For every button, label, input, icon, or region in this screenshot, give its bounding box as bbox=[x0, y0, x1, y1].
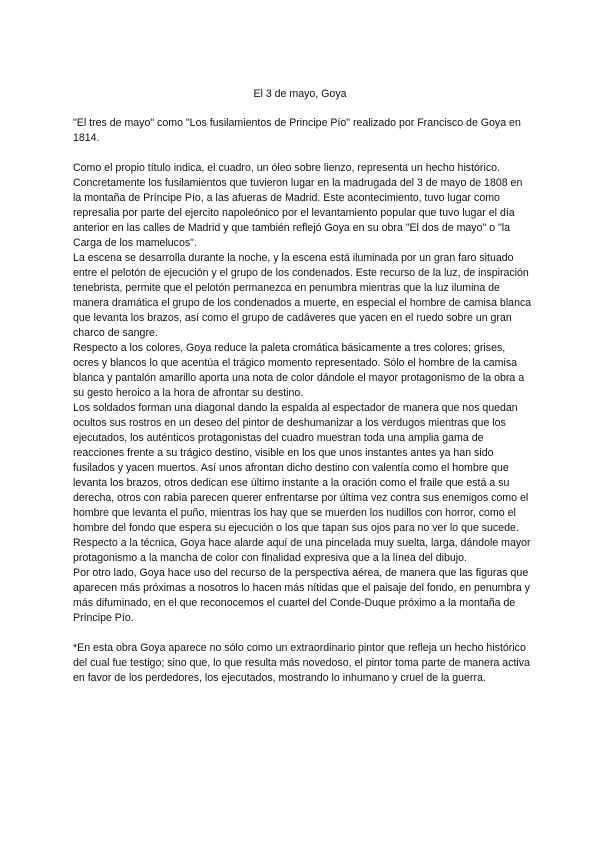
paragraph-historical-context: Como el propio título indica, el cuadro, un óleo sobre lienzo, representa un hecho histórico. Concretamente los fusilamientos que tuvieron lugar en la madrugada del 3 de mayo de 1808 en la montaña de Príncipe Pío, a las afueras de Madrid. Este acontecimiento, tuvo lugar como represalia por parte del ejercito napoleónico por el levantamiento popular que tuvo lugar el día anterior en las calles de Madrid y que también reflejó Goya en su obra "El dos de mayo" o "la Carga de los mamelucos". bbox=[73, 162, 523, 249]
page-title: El 3 de mayo, Goya bbox=[253, 88, 347, 100]
paragraph-lighting: La escena se desarrolla durante la noche, y la escena está iluminada por un gran faro situado entre el pelotón de ejecución y el grupo de los condenados. Este recurso de la luz, de inspiración tenebrista, permite que el pelotón permanezca en penumbra mientras que la luz ilumina de manera dramática el grupo de los condenados a muerte, en especial el hombre de camisa blanca que levanta los brazos, así como el grupo de cadáveres que yacen en el ruedo sobre un gran charco de sangre. bbox=[73, 252, 532, 339]
paragraph-perspective: Por otro lado, Goya hace uso del recurso de la perspectiva aérea, de manera que las figuras que aparecen más próximas a nosotros lo hacen más nítidas que el paisaje del fondo, en penumbra y más difuminado, en el que reconocemos el cuartel del Conde-Duque próximo a la montaña de Príncipe Pío. bbox=[73, 567, 530, 624]
paragraph-colors: Respecto a los colores, Goya reduce la paleta cromática básicamente a tres colores; grises, ocres y blancos lo que acentúa el trágico momento representado. Sólo el hombre de la camisa blanca y pantalón amarillo aporta una nota de color dándole el mayor protagonismo de la obra a su gesto heroico a la hora de afrontar su destino. bbox=[73, 342, 525, 399]
intro-paragraph: "El tres de mayo" como "Los fusilamientos de Principe Pío" realizado por Francisco de Goya en 1814. bbox=[73, 117, 521, 144]
closing-paragraph: *En esta obra Goya aparece no sólo como un extraordinario pintor que refleja un hecho histórico del cual fue testigo; sino que, lo que resulta más novedoso, el pintor toma parte de manera activa en favor de los perdedores, los ejecutados, mostrando lo inhumano y cruel de la guerra. bbox=[73, 642, 530, 684]
document-body bbox=[73, 116, 533, 686]
paragraph-technique: Respecto a la técnica, Goya hace alarde aquí de una pincelada muy suelta, larga, dándole mayor protagonismo a la mancha de color con finalidad expresiva que a la línea del dibujo. bbox=[73, 537, 531, 564]
paragraph-soldiers: Los soldados forman una diagonal dando la espalda al espectador de manera que nos quedan ocultos sus rostros en un deseo del pintor de deshumanizar a los verdugos mientras que los ejecutados, los auténticos protagonistas del cuadro muestran toda una amplia gama de reacciones frente a su trágico destino, visible en los que unos instantes antes ya han sido fusilados y yacen muertos. Así unos afrontan dicho destino con valentía como el hombre que levanta los brazos, otros dedican ese último instante a la oración como el fraile que está a su derecha, otros con rabia parecen querer enfrentarse por última vez contra sus enemigos como el hombre que levanta el puño, mientras los hay que se muerden los nudillos con horror, como el hombre del fondo que espera su ejecución o los que tapan sus ojos para no ver lo que sucede. bbox=[73, 402, 529, 534]
